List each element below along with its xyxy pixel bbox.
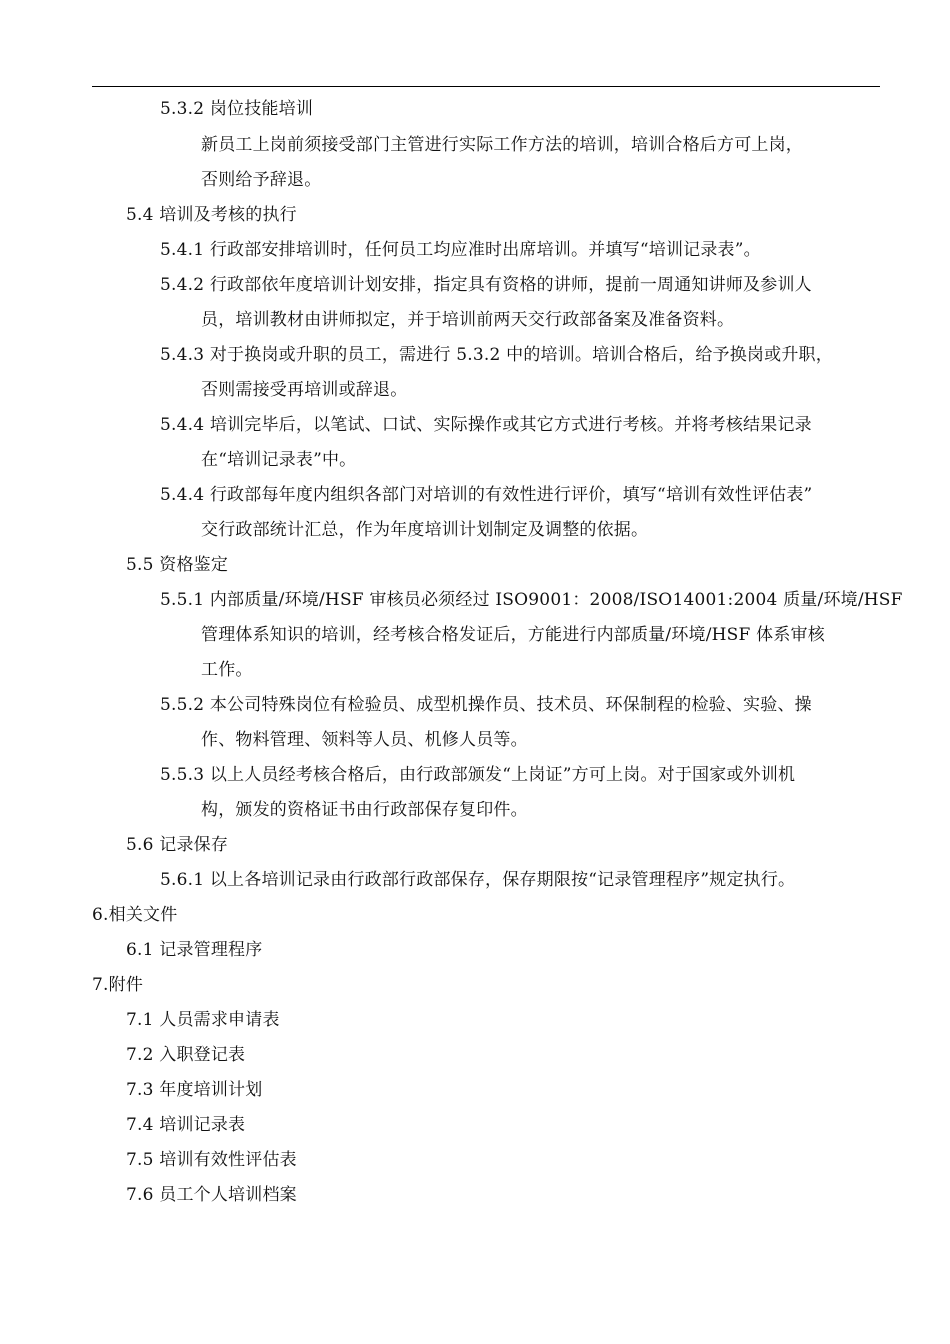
heading-7: 7.附件 [92,975,144,995]
clause-5-5-1: 5.5.1 内部质量/环境/HSF 审核员必须经过 ISO9001：2008/ISO14001:2004 质量/环境/HSF [160,590,903,610]
attachment-7-6: 7.6 员工个人培训档案 [126,1185,297,1205]
attachment-7-1: 7.1 人员需求申请表 [126,1010,280,1030]
attachment-7-3: 7.3 年度培训计划 [126,1080,263,1100]
heading-6: 6.相关文件 [92,905,178,925]
clause-5-5-2: 5.5.2 本公司特殊岗位有检验员、成型机操作员、技术员、环保制程的检验、实验、操 [160,695,812,715]
clause-5-6-1: 5.6.1 以上各培训记录由行政部行政部保存，保存期限按“记录管理程序”规定执行。 [160,870,796,890]
paragraph-line: 否则给予辞退。 [201,170,322,190]
clause-continuation: 交行政部统计汇总，作为年度培训计划制定及调整的依据。 [201,520,649,540]
clause-5-5-3: 5.5.3 以上人员经考核合格后，由行政部颁发“上岗证”方可上岗。对于国家或外训机 [160,765,796,785]
heading-5-4: 5.4 培训及考核的执行 [126,205,297,225]
clause-continuation: 工作。 [201,660,253,680]
clause-5-4-4: 5.4.4 培训完毕后，以笔试、口试、实际操作或其它方式进行考核。并将考核结果记录 [160,415,812,435]
heading-5-5: 5.5 资格鉴定 [126,555,229,575]
clause-continuation: 构，颁发的资格证书由行政部保存复印件。 [201,800,528,820]
paragraph-line: 新员工上岗前须接受部门主管进行实际工作方法的培训，培训合格后方可上岗， [201,135,803,155]
clause-continuation: 作、物料管理、领料等人员、机修人员等。 [201,730,528,750]
clause-continuation: 员，培训教材由讲师拟定，并于培训前两天交行政部备案及准备资料。 [201,310,735,330]
clause-continuation: 管理体系知识的培训，经考核合格发证后，方能进行内部质量/环境/HSF 体系审核 [201,625,825,645]
attachment-7-4: 7.4 培训记录表 [126,1115,246,1135]
clause-continuation: 否则需接受再培训或辞退。 [201,380,408,400]
attachment-7-5: 7.5 培训有效性评估表 [126,1150,297,1170]
clause-5-4-1: 5.4.1 行政部安排培训时，任何员工均应准时出席培训。并填写“培训记录表”。 [160,240,761,260]
clause-5-4-4b: 5.4.4 行政部每年度内组织各部门对培训的有效性进行评价，填写“培训有效性评估表” [160,485,813,505]
clause-5-4-2: 5.4.2 行政部依年度培训计划安排，指定具有资格的讲师，提前一周通知讲师及参训人 [160,275,812,295]
header-rule [92,86,880,87]
item-6-1: 6.1 记录管理程序 [126,940,263,960]
heading-5-3-2: 5.3.2 岗位技能培训 [160,99,314,119]
attachment-7-2: 7.2 入职登记表 [126,1045,246,1065]
heading-5-6: 5.6 记录保存 [126,835,229,855]
clause-5-4-3: 5.4.3 对于换岗或升职的员工，需进行 5.3.2 中的培训。培训合格后，给予换岗或升职， [160,345,833,365]
clause-continuation: 在“培训记录表”中。 [201,450,357,470]
